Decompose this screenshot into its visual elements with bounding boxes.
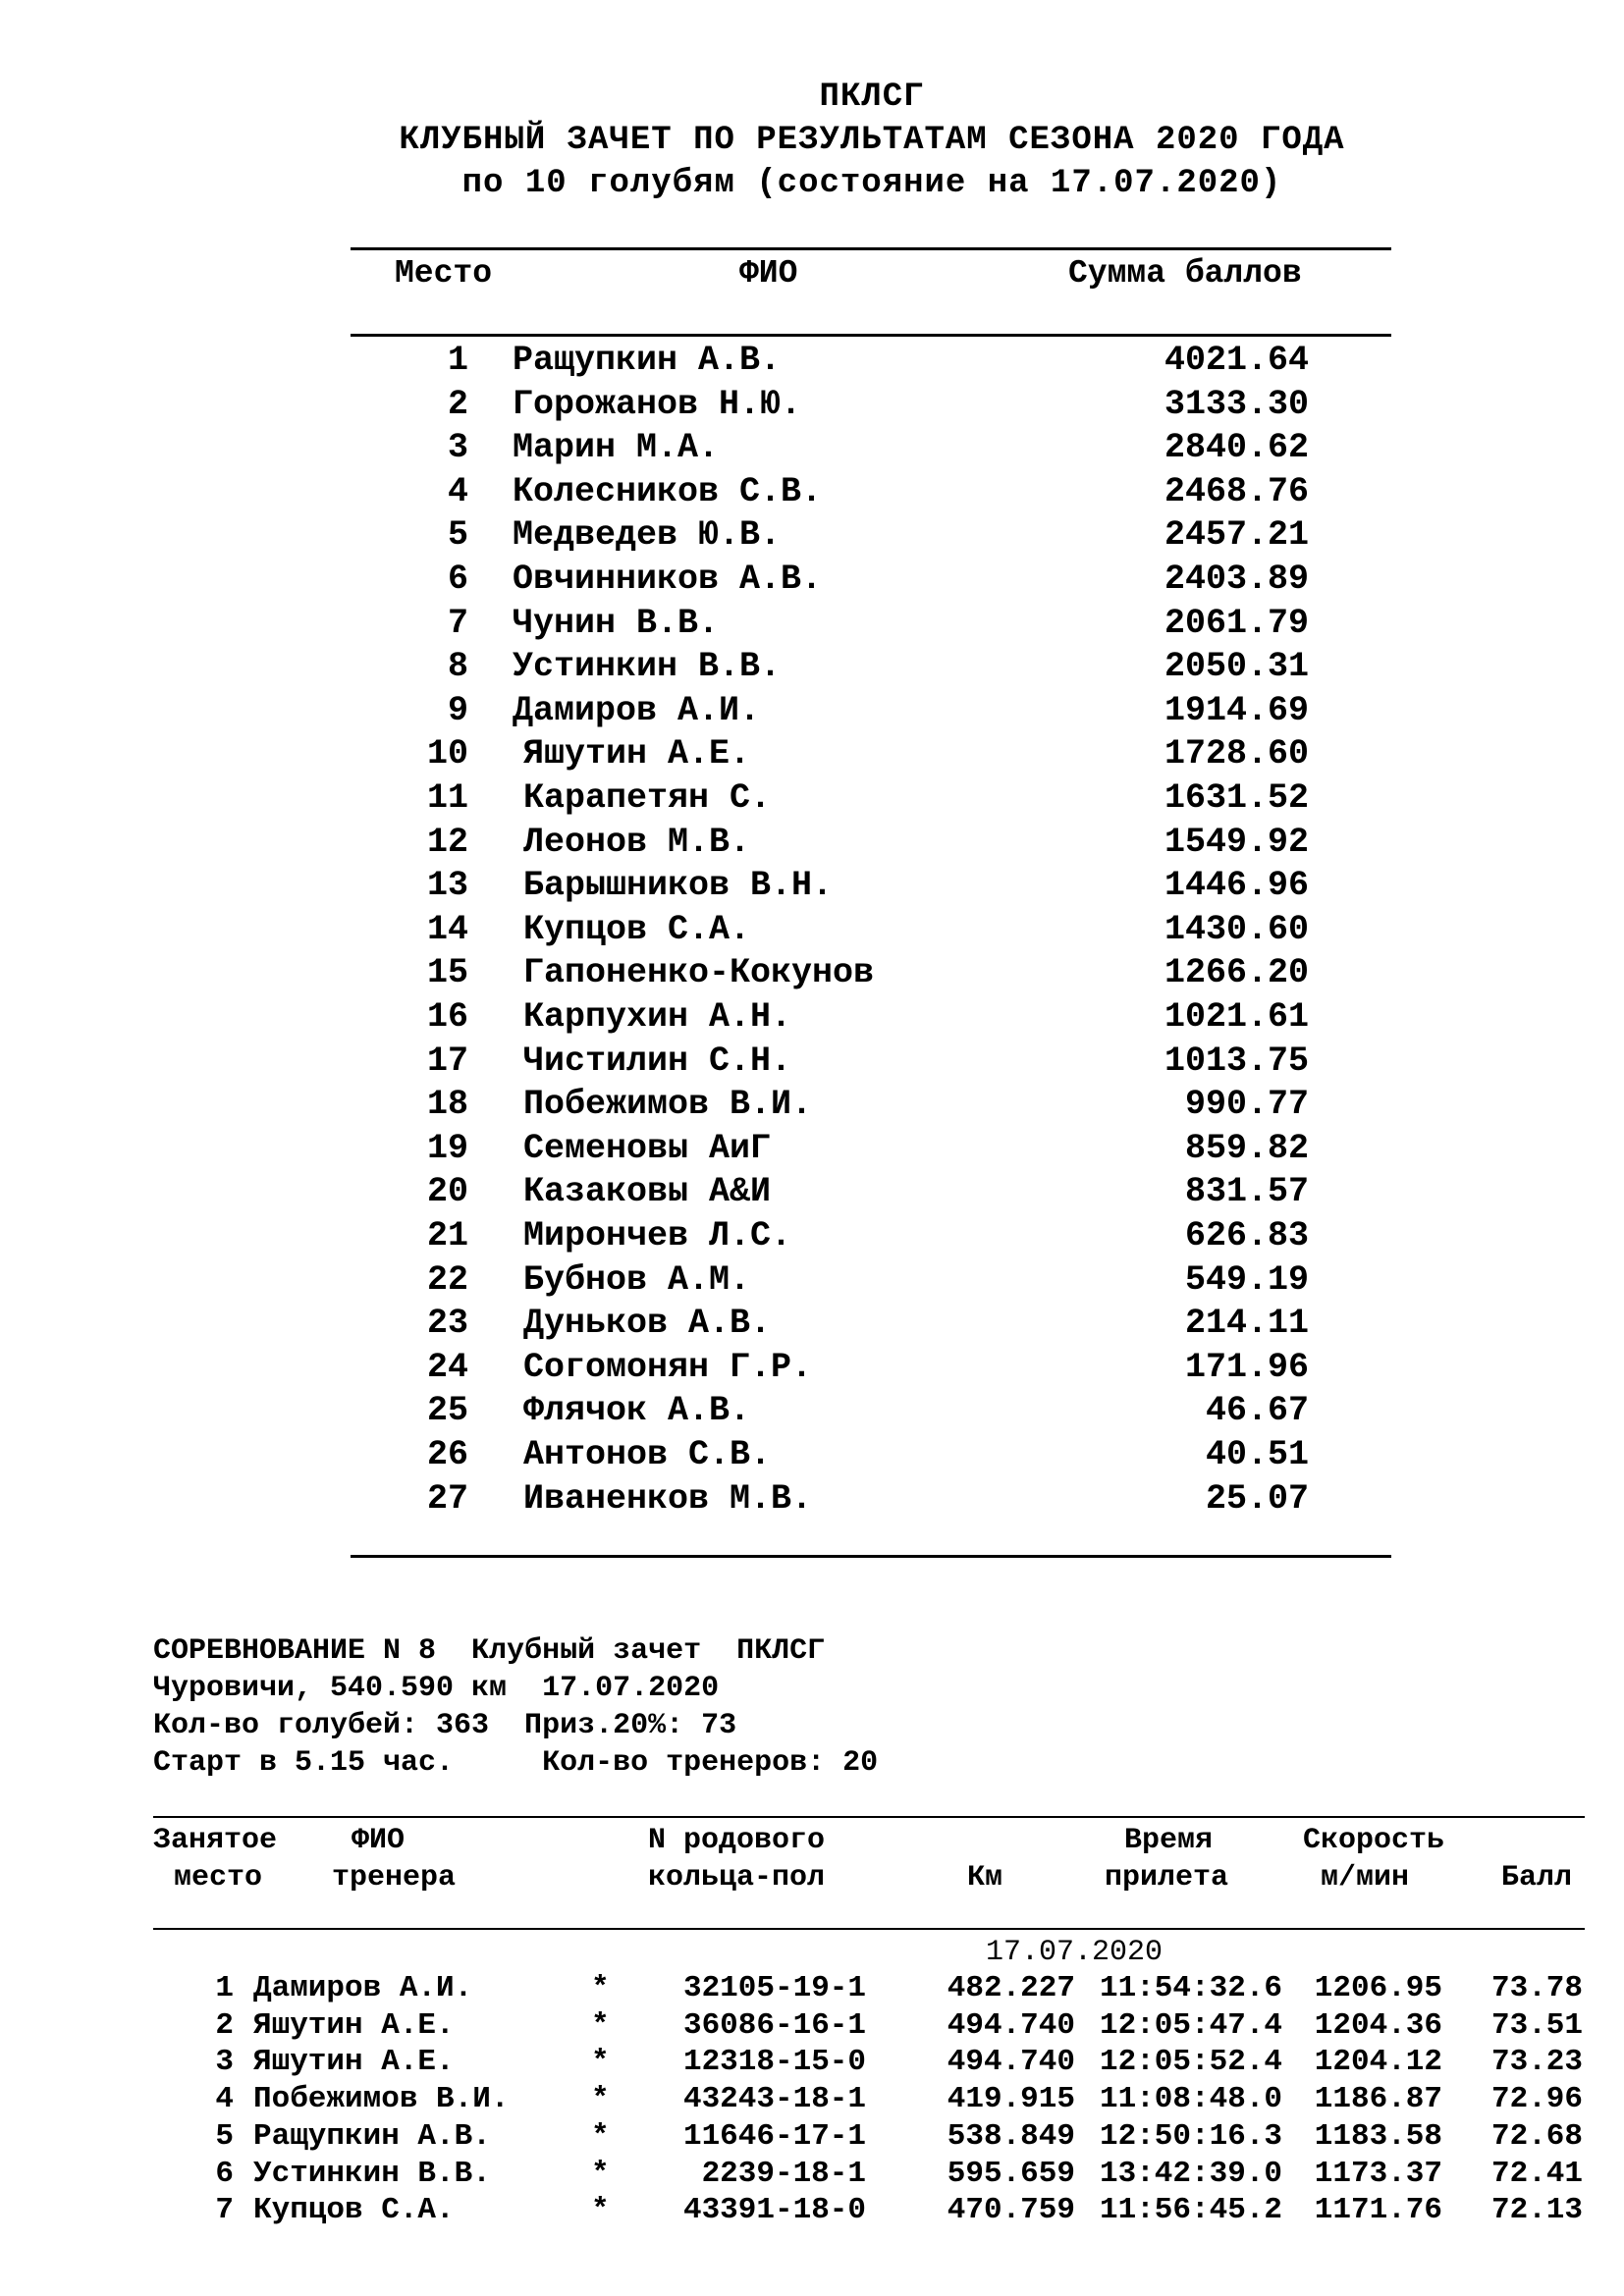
standings-row xyxy=(0,734,1624,777)
standings-row xyxy=(0,1216,1624,1259)
result-place: 2 xyxy=(215,2007,234,2043)
header-ring-bottom: кольца-пол xyxy=(648,1861,826,1895)
competition-line-3: Кол-во голубей: 363 Приз.20%: 73 xyxy=(153,1709,737,1742)
standings-place: 14 xyxy=(426,909,468,949)
standings-score: 25.07 xyxy=(1205,1478,1309,1519)
standings-row xyxy=(0,385,1624,428)
standings-score: 990.77 xyxy=(1184,1085,1309,1125)
standings-row xyxy=(0,1260,1624,1304)
result-km: 494.740 xyxy=(947,2007,1075,2043)
standings-row xyxy=(0,1085,1624,1128)
result-ring: 43243-18-1 xyxy=(682,2082,866,2117)
standings-row xyxy=(0,691,1624,734)
standings-score: 171.96 xyxy=(1184,1347,1309,1387)
standings-name: Мирончев Л.С. xyxy=(523,1216,792,1255)
standings-row xyxy=(0,515,1624,559)
standings-score: 2468.76 xyxy=(1164,471,1309,511)
standings-score: 1430.60 xyxy=(1164,909,1309,949)
standings-row xyxy=(0,472,1624,515)
standings-name: Дуньков А.В. xyxy=(523,1304,772,1344)
standings-row xyxy=(0,647,1624,690)
header-bottom-rule xyxy=(351,334,1391,337)
standings-score: 831.57 xyxy=(1184,1172,1309,1212)
competition-line-1: СОРЕВНОВАНИЕ N 8 Клубный зачет ПКЛСГ xyxy=(153,1634,826,1668)
standings-name: Карапетян С. xyxy=(523,778,772,818)
result-km: 595.659 xyxy=(947,2156,1075,2191)
header-place-top: Занятое xyxy=(153,1824,278,1857)
standings-place: 3 xyxy=(447,428,468,468)
result-row xyxy=(0,2045,1624,2082)
standings-place: 27 xyxy=(426,1478,468,1519)
header-name-bottom: тренера xyxy=(332,1861,457,1895)
standings-place: 2 xyxy=(447,384,468,424)
result-score: 72.13 xyxy=(1490,2193,1583,2228)
result-place: 4 xyxy=(215,2082,234,2117)
results-top-rule xyxy=(153,1816,1585,1818)
result-place: 7 xyxy=(215,2193,234,2228)
result-name: Устинкин В.В. xyxy=(253,2156,491,2191)
standings-place: 5 xyxy=(447,515,468,556)
standings-score: 1013.75 xyxy=(1164,1041,1309,1081)
result-speed: 1186.87 xyxy=(1314,2082,1442,2117)
standings-place: 4 xyxy=(447,471,468,511)
standings-row xyxy=(0,866,1624,909)
standings-score: 2840.62 xyxy=(1164,428,1309,468)
standings-row xyxy=(0,778,1624,822)
result-score: 73.51 xyxy=(1490,2007,1583,2043)
result-name: Ращупкин А.В. xyxy=(253,2118,491,2154)
standings-name: Марин М.А. xyxy=(513,428,720,468)
result-name: Дамиров А.И. xyxy=(253,1971,473,2005)
standings-row xyxy=(0,604,1624,647)
result-mark: * xyxy=(591,1971,610,2005)
standings-row xyxy=(0,1304,1624,1347)
standings-place: 25 xyxy=(426,1391,468,1431)
standings-score: 549.19 xyxy=(1184,1259,1309,1300)
results-date: 17.07.2020 xyxy=(986,1936,1164,1969)
result-time: 11:54:32.6 xyxy=(1099,1971,1282,2005)
standings-row xyxy=(0,341,1624,384)
result-place: 5 xyxy=(215,2118,234,2154)
standings-score: 859.82 xyxy=(1184,1128,1309,1168)
result-name: Яшутин А.Е. xyxy=(253,2045,455,2080)
standings-place: 1 xyxy=(447,341,468,380)
standings-place: 13 xyxy=(426,866,468,906)
standings-score: 1446.96 xyxy=(1164,866,1309,906)
standings-score: 46.67 xyxy=(1205,1391,1309,1431)
standings-place: 21 xyxy=(426,1216,468,1255)
standings-score: 626.83 xyxy=(1184,1216,1309,1255)
standings-name: Чунин В.В. xyxy=(513,603,720,643)
result-ring: 11646-17-1 xyxy=(682,2118,866,2154)
standings-name: Барышников В.Н. xyxy=(523,866,834,906)
standings-place: 11 xyxy=(426,778,468,818)
standings-name: Согомонян Г.Р. xyxy=(523,1347,813,1387)
standings-place: 17 xyxy=(426,1041,468,1081)
result-time: 11:56:45.2 xyxy=(1099,2193,1282,2228)
standings-score: 1021.61 xyxy=(1164,997,1309,1037)
result-mark: * xyxy=(591,2082,610,2117)
header-ring-top: N родового xyxy=(648,1824,826,1857)
result-mark: * xyxy=(591,2007,610,2043)
standings-row xyxy=(0,1041,1624,1085)
result-speed: 1173.37 xyxy=(1314,2156,1442,2191)
column-header-name: ФИО xyxy=(739,255,798,292)
standings-row xyxy=(0,1129,1624,1172)
result-ring: 12318-15-0 xyxy=(682,2045,866,2080)
result-km: 538.849 xyxy=(947,2118,1075,2154)
column-header-place: Место xyxy=(395,255,493,292)
standings-row xyxy=(0,1172,1624,1215)
result-speed: 1204.12 xyxy=(1314,2045,1442,2080)
standings-place: 10 xyxy=(426,734,468,774)
result-place: 3 xyxy=(215,2045,234,2080)
result-speed: 1183.58 xyxy=(1314,2118,1442,2154)
results-header-rule xyxy=(153,1928,1585,1930)
standings-score: 4021.64 xyxy=(1164,341,1309,380)
result-km: 482.227 xyxy=(947,1971,1075,2005)
standings-row xyxy=(0,1435,1624,1478)
standings-place: 8 xyxy=(447,647,468,687)
standings-score: 1914.69 xyxy=(1164,690,1309,730)
standings-row xyxy=(0,1391,1624,1434)
result-time: 11:08:48.0 xyxy=(1099,2082,1282,2117)
standings-score: 3133.30 xyxy=(1164,384,1309,424)
standings-name: Купцов С.А. xyxy=(523,909,751,949)
header-time-top: Время xyxy=(1124,1824,1214,1857)
standings-row xyxy=(0,953,1624,996)
result-place: 6 xyxy=(215,2156,234,2191)
standings-name: Колесников С.В. xyxy=(513,471,823,511)
result-ring: 32105-19-1 xyxy=(682,1971,866,2005)
standings-place: 24 xyxy=(426,1347,468,1387)
result-time: 13:42:39.0 xyxy=(1099,2156,1282,2191)
report-subtitle: по 10 голубям (состояние на 17.07.2020) xyxy=(461,165,1282,202)
standings-place: 20 xyxy=(426,1172,468,1212)
result-km: 494.740 xyxy=(947,2045,1075,2080)
standings-place: 6 xyxy=(447,560,468,599)
result-row xyxy=(0,2082,1624,2119)
result-km: 470.759 xyxy=(947,2193,1075,2228)
header-speed-bottom: м/мин xyxy=(1321,1861,1410,1895)
result-score: 73.78 xyxy=(1490,1971,1583,2005)
result-row xyxy=(0,2157,1624,2194)
table-bottom-rule xyxy=(351,1555,1391,1558)
column-header-score: Сумма баллов xyxy=(1068,255,1302,292)
standings-name: Медведев Ю.В. xyxy=(513,515,782,556)
competition-line-4: Старт в 5.15 час. Кол-во тренеров: 20 xyxy=(153,1746,879,1780)
standings-name: Горожанов Н.Ю. xyxy=(513,384,802,424)
result-mark: * xyxy=(591,2193,610,2228)
standings-score: 2403.89 xyxy=(1164,560,1309,599)
header-name-top: ФИО xyxy=(352,1824,406,1857)
result-speed: 1204.36 xyxy=(1314,2007,1442,2043)
standings-name: Иваненков М.В. xyxy=(523,1478,813,1519)
standings-score: 1549.92 xyxy=(1164,822,1309,862)
standings-name: Гапоненко-Кокунов xyxy=(523,953,875,993)
result-mark: * xyxy=(591,2156,610,2191)
standings-name: Побежимов В.И. xyxy=(523,1085,813,1125)
standings-score: 1631.52 xyxy=(1164,778,1309,818)
result-name: Побежимов В.И. xyxy=(253,2082,510,2117)
standings-name: Дамиров А.И. xyxy=(513,690,761,730)
standings-name: Устинкин В.В. xyxy=(513,647,782,687)
standings-name: Флячок А.В. xyxy=(523,1391,751,1431)
result-mark: * xyxy=(591,2045,610,2080)
table-top-rule xyxy=(351,247,1391,250)
result-time: 12:05:52.4 xyxy=(1099,2045,1282,2080)
result-score: 72.41 xyxy=(1490,2156,1583,2191)
standings-row xyxy=(0,428,1624,471)
standings-name: Леонов М.В. xyxy=(523,822,751,862)
standings-place: 12 xyxy=(426,822,468,862)
result-speed: 1171.76 xyxy=(1314,2193,1442,2228)
result-speed: 1206.95 xyxy=(1314,1971,1442,2005)
result-name: Яшутин А.Е. xyxy=(253,2007,455,2043)
standings-score: 2457.21 xyxy=(1164,515,1309,556)
standings-score: 2050.31 xyxy=(1164,647,1309,687)
result-score: 72.68 xyxy=(1490,2118,1583,2154)
result-name: Купцов С.А. xyxy=(253,2193,455,2228)
standings-name: Чистилин С.Н. xyxy=(523,1041,792,1081)
standings-name: Казаковы А&И xyxy=(523,1172,772,1212)
standings-place: 26 xyxy=(426,1435,468,1474)
report-title: КЛУБНЫЙ ЗАЧЕТ ПО РЕЗУЛЬТАТАМ СЕЗОНА 2020 ГОДА xyxy=(399,122,1345,159)
standings-place: 22 xyxy=(426,1259,468,1300)
standings-score: 2061.79 xyxy=(1164,603,1309,643)
result-row xyxy=(0,2193,1624,2230)
header-score: Балл xyxy=(1501,1861,1573,1895)
result-km: 419.915 xyxy=(947,2082,1075,2117)
org-title: ПКЛСГ xyxy=(819,79,925,116)
standings-score: 40.51 xyxy=(1205,1435,1309,1474)
standings-name: Семеновы АиГ xyxy=(523,1128,772,1168)
result-ring: 2239-18-1 xyxy=(701,2156,866,2191)
header-speed-top: Скорость xyxy=(1303,1824,1445,1857)
standings-row xyxy=(0,823,1624,866)
competition-line-2: Чуровичи, 540.590 км 17.07.2020 xyxy=(153,1672,720,1705)
standings-place: 9 xyxy=(447,690,468,730)
standings-name: Овчинников А.В. xyxy=(513,560,823,599)
standings-name: Антонов С.В. xyxy=(523,1435,772,1474)
standings-name: Ращупкин А.В. xyxy=(513,341,782,380)
result-time: 12:50:16.3 xyxy=(1099,2118,1282,2154)
standings-row xyxy=(0,1479,1624,1522)
result-place: 1 xyxy=(215,1971,234,2005)
standings-row xyxy=(0,997,1624,1041)
standings-row xyxy=(0,560,1624,603)
result-score: 72.96 xyxy=(1490,2082,1583,2117)
standings-name: Бубнов А.М. xyxy=(523,1259,751,1300)
standings-score: 214.11 xyxy=(1184,1304,1309,1344)
standings-place: 18 xyxy=(426,1085,468,1125)
standings-place: 23 xyxy=(426,1304,468,1344)
standings-place: 19 xyxy=(426,1128,468,1168)
header-time-bottom: прилета xyxy=(1105,1861,1229,1895)
standings-place: 15 xyxy=(426,953,468,993)
standings-row xyxy=(0,1348,1624,1391)
result-time: 12:05:47.4 xyxy=(1099,2007,1282,2043)
result-ring: 43391-18-0 xyxy=(682,2193,866,2228)
standings-place: 7 xyxy=(447,603,468,643)
standings-name: Яшутин А.Е. xyxy=(523,734,751,774)
standings-row xyxy=(0,910,1624,953)
result-mark: * xyxy=(591,2118,610,2154)
result-score: 73.23 xyxy=(1490,2045,1583,2080)
result-ring: 36086-16-1 xyxy=(682,2007,866,2043)
standings-score: 1266.20 xyxy=(1164,953,1309,993)
result-row xyxy=(0,2119,1624,2157)
standings-score: 1728.60 xyxy=(1164,734,1309,774)
header-place-bottom: место xyxy=(174,1861,263,1895)
result-row xyxy=(0,2008,1624,2046)
standings-name: Карпухин А.Н. xyxy=(523,997,792,1037)
standings-place: 16 xyxy=(426,997,468,1037)
result-row xyxy=(0,1971,1624,2008)
header-km: Км xyxy=(967,1861,1003,1895)
